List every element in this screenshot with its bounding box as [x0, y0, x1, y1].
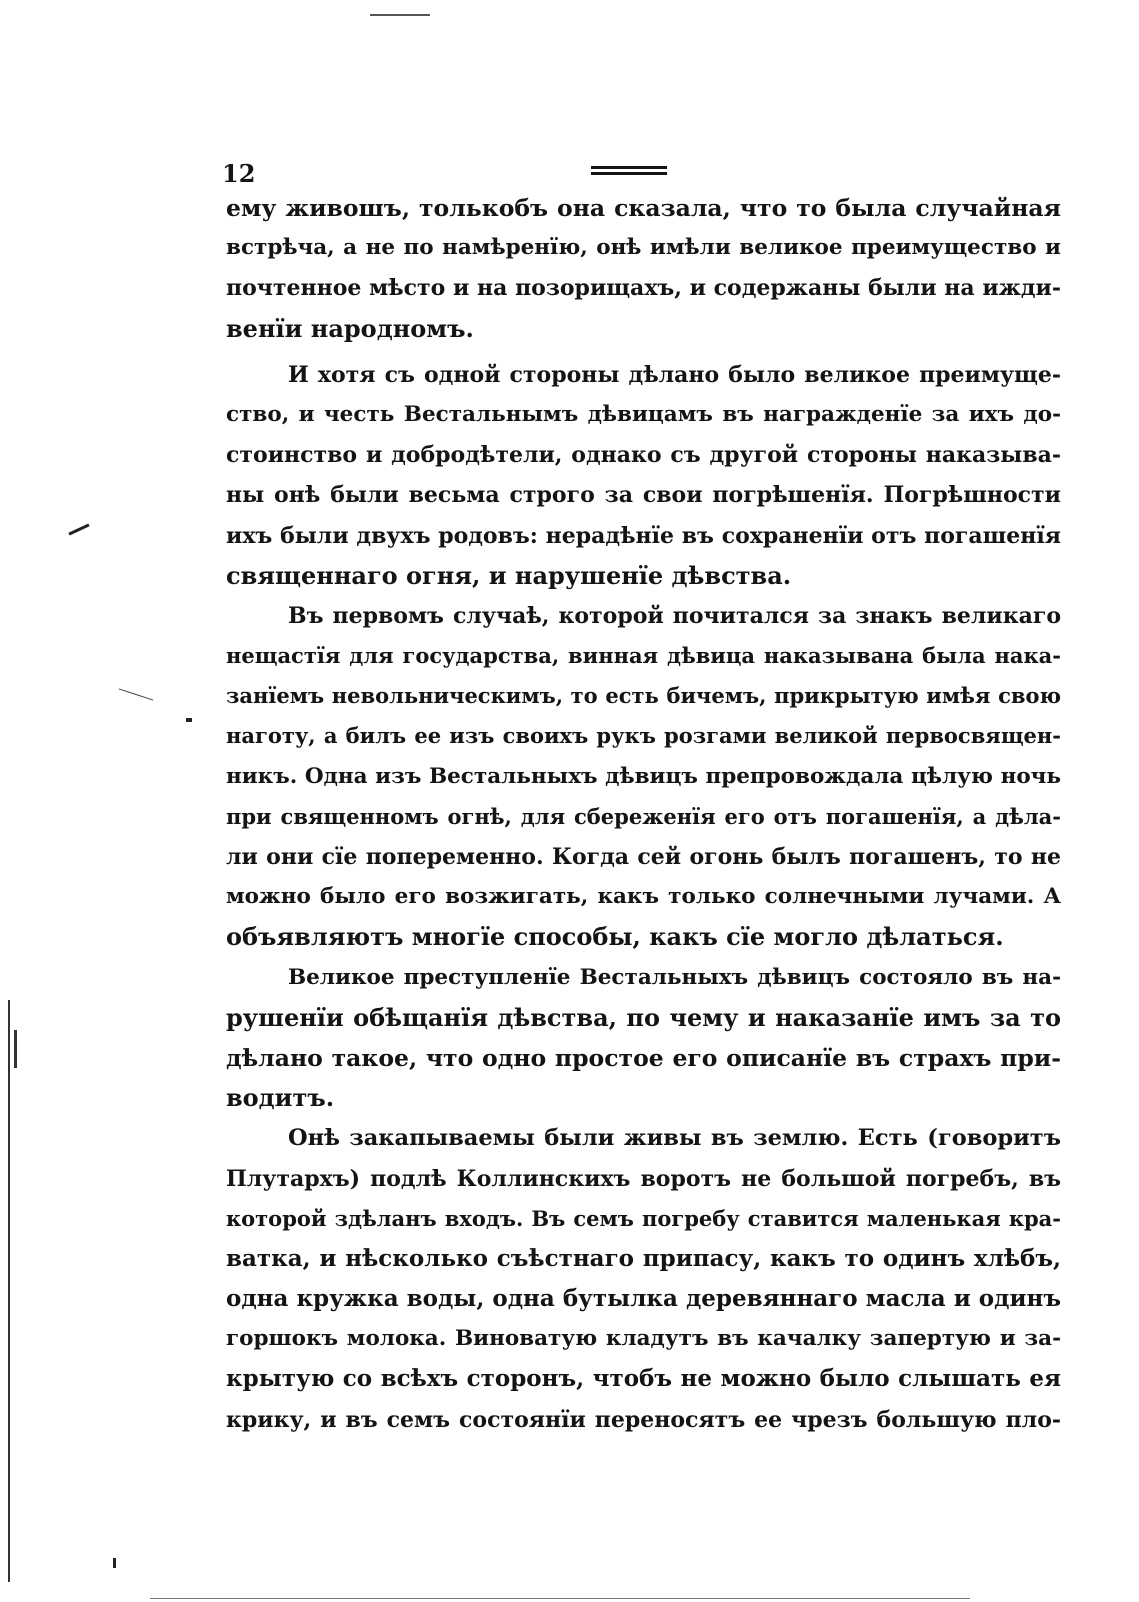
- text-line: ны онѣ были весьма строго за свои погрѣшенїя. Погрѣшности: [226, 482, 1061, 509]
- text-line: рушенїи обѣщанїя дѣвства, по чему и наказанїе имъ за то: [226, 1002, 1061, 1032]
- text-line: ватка, и нѣсколько съѣстнаго припасу, какъ то одинъ хлѣбъ,: [226, 1244, 1061, 1272]
- text-line: почтенное мѣсто и на позорищахъ, и содержаны были на ижди-: [226, 275, 1061, 302]
- scan-mark: [68, 523, 89, 535]
- text-line: которой здѣланъ входъ. Въ семъ погребу ставится маленькая кра-: [226, 1205, 1061, 1231]
- text-line: Великое преступленїе Вестальныхъ дѣвицъ состояло въ на-: [288, 964, 1061, 990]
- paragraph: [226, 958, 1061, 1119]
- text-line: Въ первомъ случаѣ, которой почитался за знакъ великаго: [288, 602, 1061, 629]
- scan-mark: [186, 718, 192, 722]
- scan-mark: [119, 688, 154, 700]
- text-line: И хотя съ одной стороны дѣлано было великое преимуще-: [288, 361, 1061, 388]
- paragraph: [226, 1118, 1061, 1440]
- text-line: горшокъ молока. Виноватую кладутъ въ качалку запертую и за-: [226, 1326, 1061, 1352]
- body-text: [226, 188, 1061, 1440]
- paragraph: [226, 596, 1061, 958]
- text-line: Онѣ закапываемы были живы въ землю. Есть (говоритъ: [288, 1125, 1061, 1152]
- scan-mark: [8, 1000, 10, 1582]
- text-line: дѣлано такое, что одно простое его описанїе въ страхъ при-: [226, 1043, 1061, 1072]
- header-rule: [591, 166, 667, 176]
- paragraph: [226, 355, 1061, 596]
- text-line: никъ. Одна изъ Вестальныхъ дѣвицъ препровождала цѣлую ночь: [226, 763, 1061, 789]
- text-line: священнаго огня, и нарушенїе дѣвства.: [226, 560, 792, 590]
- text-line: нещастїя для государства, винная дѣвица наказывана была нака-: [226, 643, 1061, 669]
- text-line: ихъ были двухъ родовъ: нерадѣнїе въ сохраненїи отъ погашенїя: [226, 522, 1061, 549]
- text-line: ство, и честь Вестальнымъ дѣвицамъ въ награжденїе за ихъ до-: [226, 401, 1061, 427]
- text-line: объявляютъ многїе способы, какъ сїе могло дѣлаться.: [226, 922, 1004, 952]
- text-line: водитъ.: [226, 1083, 335, 1113]
- paragraph: [226, 188, 1061, 349]
- text-line: при священномъ огнѣ, для сбереженїя его отъ погашенїя, а дѣла-: [226, 803, 1061, 829]
- page-number: 12: [222, 159, 256, 188]
- text-line: можно было его возжигать, какъ только солнечными лучами. А: [226, 884, 1061, 910]
- scan-mark: [113, 1558, 116, 1568]
- scan-mark: [14, 1030, 17, 1068]
- text-line: наготу, а билъ ее изъ своихъ рукъ розгами великой первосвящен-: [226, 723, 1061, 749]
- text-line: Плутархъ) подлѣ Коллинскихъ воротъ не большой погребъ, въ: [226, 1165, 1061, 1192]
- text-line: одна кружка воды, одна бутылка деревяннаго масла и одинъ: [226, 1285, 1061, 1313]
- text-line: ли они сїе попеременно. Когда сей огонь былъ погашенъ, то не: [226, 844, 1061, 870]
- text-line: занїемъ невольническимъ, то есть бичемъ, прикрытую имѣя свою: [226, 683, 1061, 709]
- scan-mark: [370, 14, 430, 16]
- text-line: крытую со всѣхъ сторонъ, чтобъ не можно было слышать ея: [226, 1365, 1061, 1393]
- text-line: встрѣча, а не по намѣренїю, онѣ имѣли великое преимущество и: [226, 235, 1061, 261]
- scan-mark: [150, 1598, 970, 1599]
- text-line: ему живошъ, толькобъ она сказала, что то была случайная: [226, 194, 1061, 222]
- text-line: венїи народномъ.: [226, 313, 474, 343]
- text-line: крику, и въ семъ состоянїи переносятъ ее чрезъ большую пло-: [226, 1406, 1061, 1433]
- text-line: стоинство и добродѣтели, однако съ другой стороны наказыва-: [226, 442, 1061, 469]
